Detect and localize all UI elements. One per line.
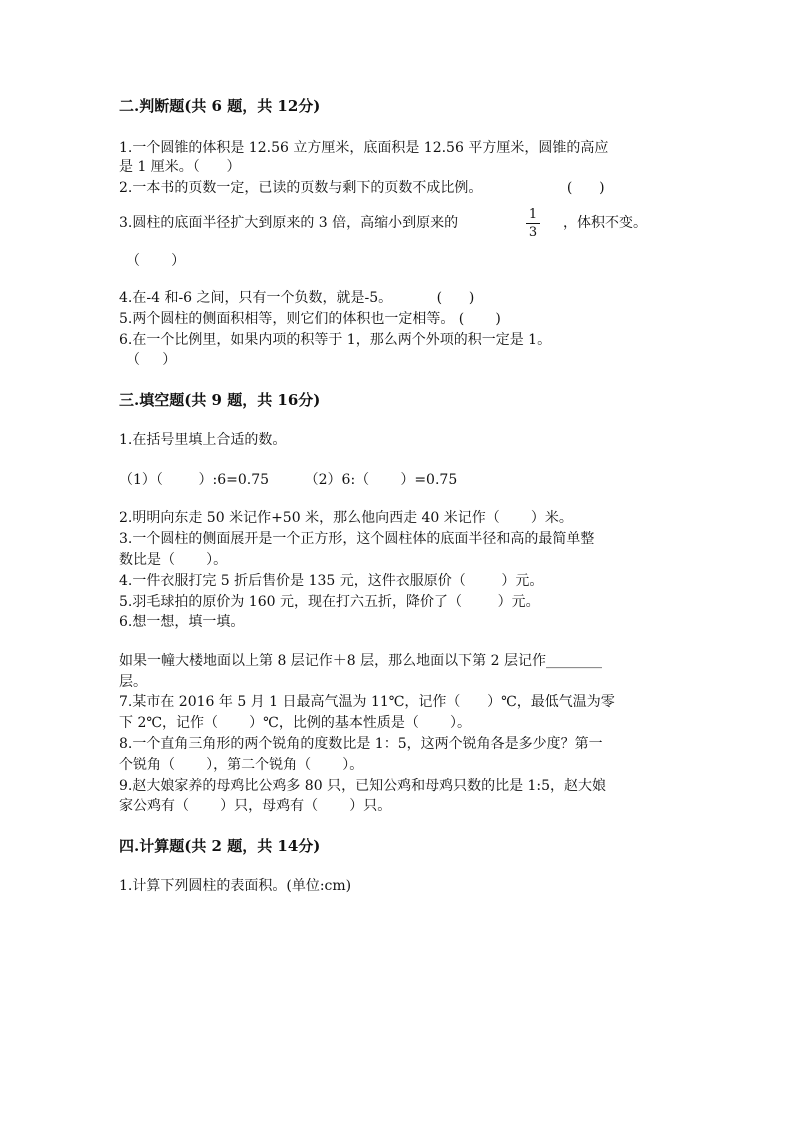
question-text: 8.一个直角三角形的两个锐角的度数比是 1：5，这两个锐角各是多少度？第一 bbox=[119, 736, 603, 752]
fraction-denominator: 3 bbox=[528, 225, 538, 240]
question-text: 1.一个圆锥的体积是 12.56 立方厘米，底面积是 12.56 平方厘米，圆锥的高应 bbox=[119, 140, 609, 156]
question-text: 2.一本书的页数一定，已读的页数与剩下的页数不成比例。 ( ) bbox=[119, 180, 605, 196]
question-text: 3.圆柱的底面半径扩大到原来的 3 倍，高缩小到原来的 bbox=[119, 215, 459, 231]
question-text: 个锐角（ ），第二个锐角（ ）。 bbox=[119, 757, 364, 773]
answer-blank: （ ） bbox=[126, 253, 186, 269]
question-text: ，体积不变。 bbox=[563, 215, 647, 231]
fraction-one-third bbox=[526, 208, 540, 240]
question-text: 4.在-4 和-6 之间，只有一个负数，就是-5。 ( ) bbox=[119, 290, 475, 306]
question-text: 6.在一个比例里，如果内项的积等于 1，那么两个外项的积一定是 1。 bbox=[119, 332, 552, 348]
question-text: 4.一件衣服打完 5 折后售价是 135 元，这件衣服原价（ ）元。 bbox=[119, 573, 544, 589]
question-text: 1.计算下列圆柱的表面积。(单位:cm) bbox=[119, 878, 352, 894]
question-text: 6.想一想，填一填。 bbox=[119, 614, 245, 630]
question-text: 家公鸡有（ ）只，母鸡有（ ）只。 bbox=[119, 798, 392, 814]
question-text: 7.某市在 2016 年 5 月 1 日最高气温为 11℃，记作（ ）℃，最低气温为零 bbox=[119, 694, 615, 710]
question-text: 如果一幢大楼地面以上第 8 层记作＋8 层，那么地面以下第 2 层记作________ bbox=[119, 653, 602, 669]
question-text: 下 2℃，记作（ ）℃，比例的基本性质是（ ）。 bbox=[119, 715, 471, 731]
section-title-calc: 四.计算题(共 2 题，共 14分) bbox=[119, 837, 321, 855]
fraction-numerator: 1 bbox=[528, 207, 538, 222]
question-text: 9.赵大娘家养的母鸡比公鸡多 80 只，已知公鸡和母鸡只数的比是 1:5，赵大娘 bbox=[119, 778, 607, 794]
question-text: 1.在括号里填上合适的数。 bbox=[119, 432, 287, 448]
question-text: 2.明明向东走 50 米记作+50 米，那么他向西走 40 米记作（ ）米。 bbox=[119, 510, 573, 526]
question-text: 5.羽毛球拍的原价为 160 元，现在打六五折，降价了（ ）元。 bbox=[119, 594, 540, 610]
section-title-fill: 三.填空题(共 9 题，共 16分) bbox=[119, 391, 321, 409]
question-text: 是 1 厘米。（ ） bbox=[119, 159, 241, 175]
question-text: 3.一个圆柱的侧面展开是一个正方形，这个圆柱体的底面半径和高的最简单整 bbox=[119, 531, 595, 547]
question-text: 5.两个圆柱的侧面积相等，则它们的体积也一定相等。 ( ) bbox=[119, 311, 501, 327]
fraction-bar bbox=[526, 223, 540, 224]
question-text: 数比是（ ）。 bbox=[119, 552, 228, 568]
section-title-judgment: 二.判断题(共 6 题，共 12分) bbox=[119, 97, 321, 115]
answer-blank: （ ） bbox=[126, 352, 177, 368]
question-text: （1）（ ）:6=0.75 （2）6:（ ）=0.75 bbox=[119, 472, 458, 488]
question-text: 层。 bbox=[119, 674, 147, 690]
